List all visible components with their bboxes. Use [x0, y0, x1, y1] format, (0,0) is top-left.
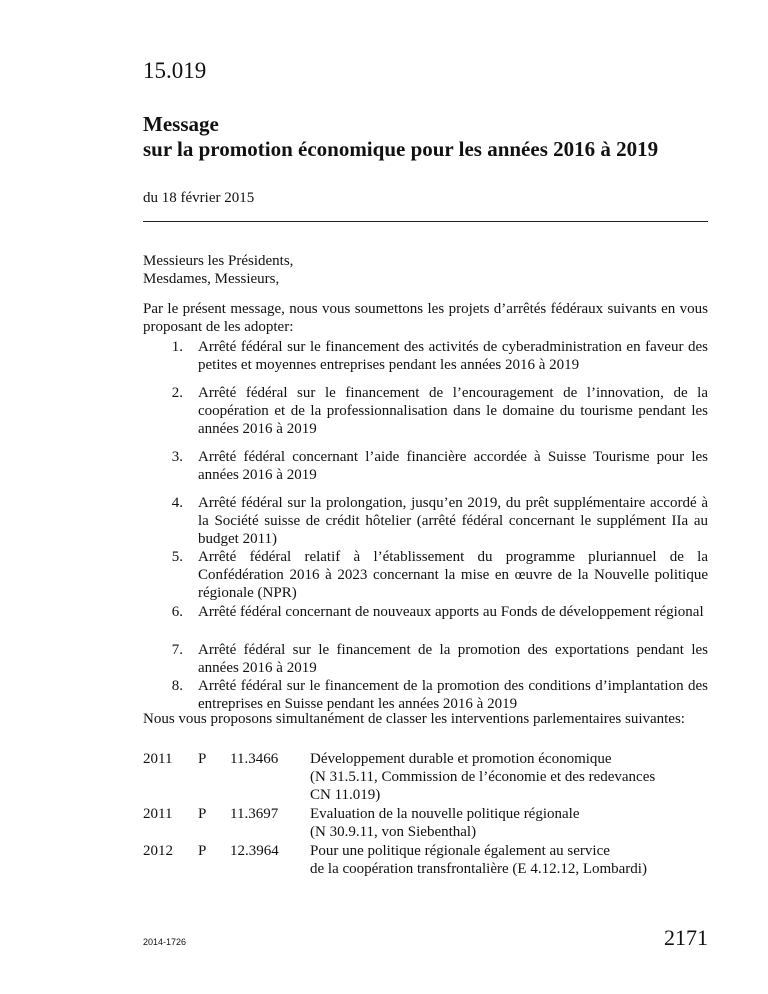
document-date: du 18 février 2015 — [143, 190, 255, 206]
list-item-number: 5. — [171, 549, 183, 565]
list-item-number: 3. — [171, 449, 183, 465]
title-line-2: sur la promotion économique pour les années 2016 à 2019 — [143, 137, 659, 161]
intervention-type: P — [198, 843, 207, 859]
intervention-number: 11.3466 — [230, 751, 279, 767]
intervention-number: 12.3964 — [230, 843, 279, 859]
list-item-number: 8. — [171, 678, 183, 694]
list-item-text: Arrêté fédéral sur le financement de la promotion des exportations pendant les années 2016 à 2019 — [198, 642, 708, 676]
interventions-paragraph: Nous vous proposons simultanément de classer les interventions parlementaires suivantes: — [143, 711, 685, 727]
intervention-line-1: Développement durable et promotion économique — [310, 751, 612, 767]
intro-paragraph: Par le présent message, nous vous soumettons les projets d’arrêtés fédéraux suivants en vous proposant de les adopter: — [143, 301, 708, 335]
intervention-line-1: Pour une politique régionale également au service — [310, 843, 610, 859]
intervention-year: 2011 — [143, 806, 173, 822]
document-number: 15.019 — [143, 58, 207, 83]
list-item-text: Arrêté fédéral sur le financement de la promotion des conditions d’implantation des entreprises en Suisse pendant les années 2016 à 2019 — [198, 678, 708, 712]
intervention-year: 2011 — [143, 751, 173, 767]
list-item-text: Arrêté fédéral sur le financement des activités de cyberadministration en faveur des petites et moyennes entreprises pendant les années 2016 à 2019 — [198, 339, 708, 373]
intervention-line-3: CN 11.019) — [310, 787, 381, 803]
intervention-description — [310, 750, 710, 804]
list-item-number: 4. — [171, 495, 183, 511]
intervention-description — [310, 805, 710, 841]
list-item-text: Arrêté fédéral relatif à l’établissement du programme pluriannuel de la Confédération 2016 à 2023 concernant la mise en œuvre de la Nouvelle politique régionale (NPR) — [198, 549, 708, 601]
list-item-number: 1. — [171, 339, 183, 355]
intervention-type: P — [198, 806, 207, 822]
intervention-line-2: de la coopération transfrontalière (E 4.12.12, Lombardi) — [310, 861, 647, 877]
list-item-number: 7. — [171, 642, 183, 658]
list-item-text: Arrêté fédéral sur le financement de l’encouragement de l’innovation, de la coopération et de la professionnalisation dans le domaine du tourisme pendant les années 2016 à 2019 — [198, 385, 708, 437]
intervention-year: 2012 — [143, 843, 173, 859]
intervention-description — [310, 842, 710, 878]
header-divider — [143, 221, 708, 222]
salutation — [143, 252, 293, 288]
salutation-line-1: Messieurs les Présidents, — [143, 253, 294, 269]
intervention-line-2: (N 30.9.11, von Siebenthal) — [310, 824, 477, 840]
list-item-number: 6. — [171, 604, 183, 620]
intervention-type: P — [198, 751, 207, 767]
footer-code: 2014-1726 — [143, 937, 187, 947]
list-item-text: Arrêté fédéral concernant de nouveaux apports au Fonds de développement régional — [198, 604, 704, 620]
list-item-number: 2. — [171, 385, 183, 401]
page-number: 2171 — [664, 925, 708, 950]
intervention-line-1: Evaluation de la nouvelle politique régionale — [310, 806, 580, 822]
list-item-text: Arrêté fédéral concernant l’aide financière accordée à Suisse Tourisme pour les années 2016 à 2019 — [198, 449, 708, 483]
title-line-1: Message — [143, 112, 219, 136]
salutation-line-2: Mesdames, Messieurs, — [143, 271, 280, 287]
document-title — [143, 112, 658, 162]
intervention-number: 11.3697 — [230, 806, 279, 822]
intervention-line-2: (N 31.5.11, Commission de l’économie et des redevances — [310, 769, 656, 785]
list-item-text: Arrêté fédéral sur la prolongation, jusqu’en 2019, du prêt supplémentaire accordé à la Société suisse de crédit hôtelier (arrêté fédéral concernant le supplément IIa au budget 2011) — [198, 495, 708, 547]
